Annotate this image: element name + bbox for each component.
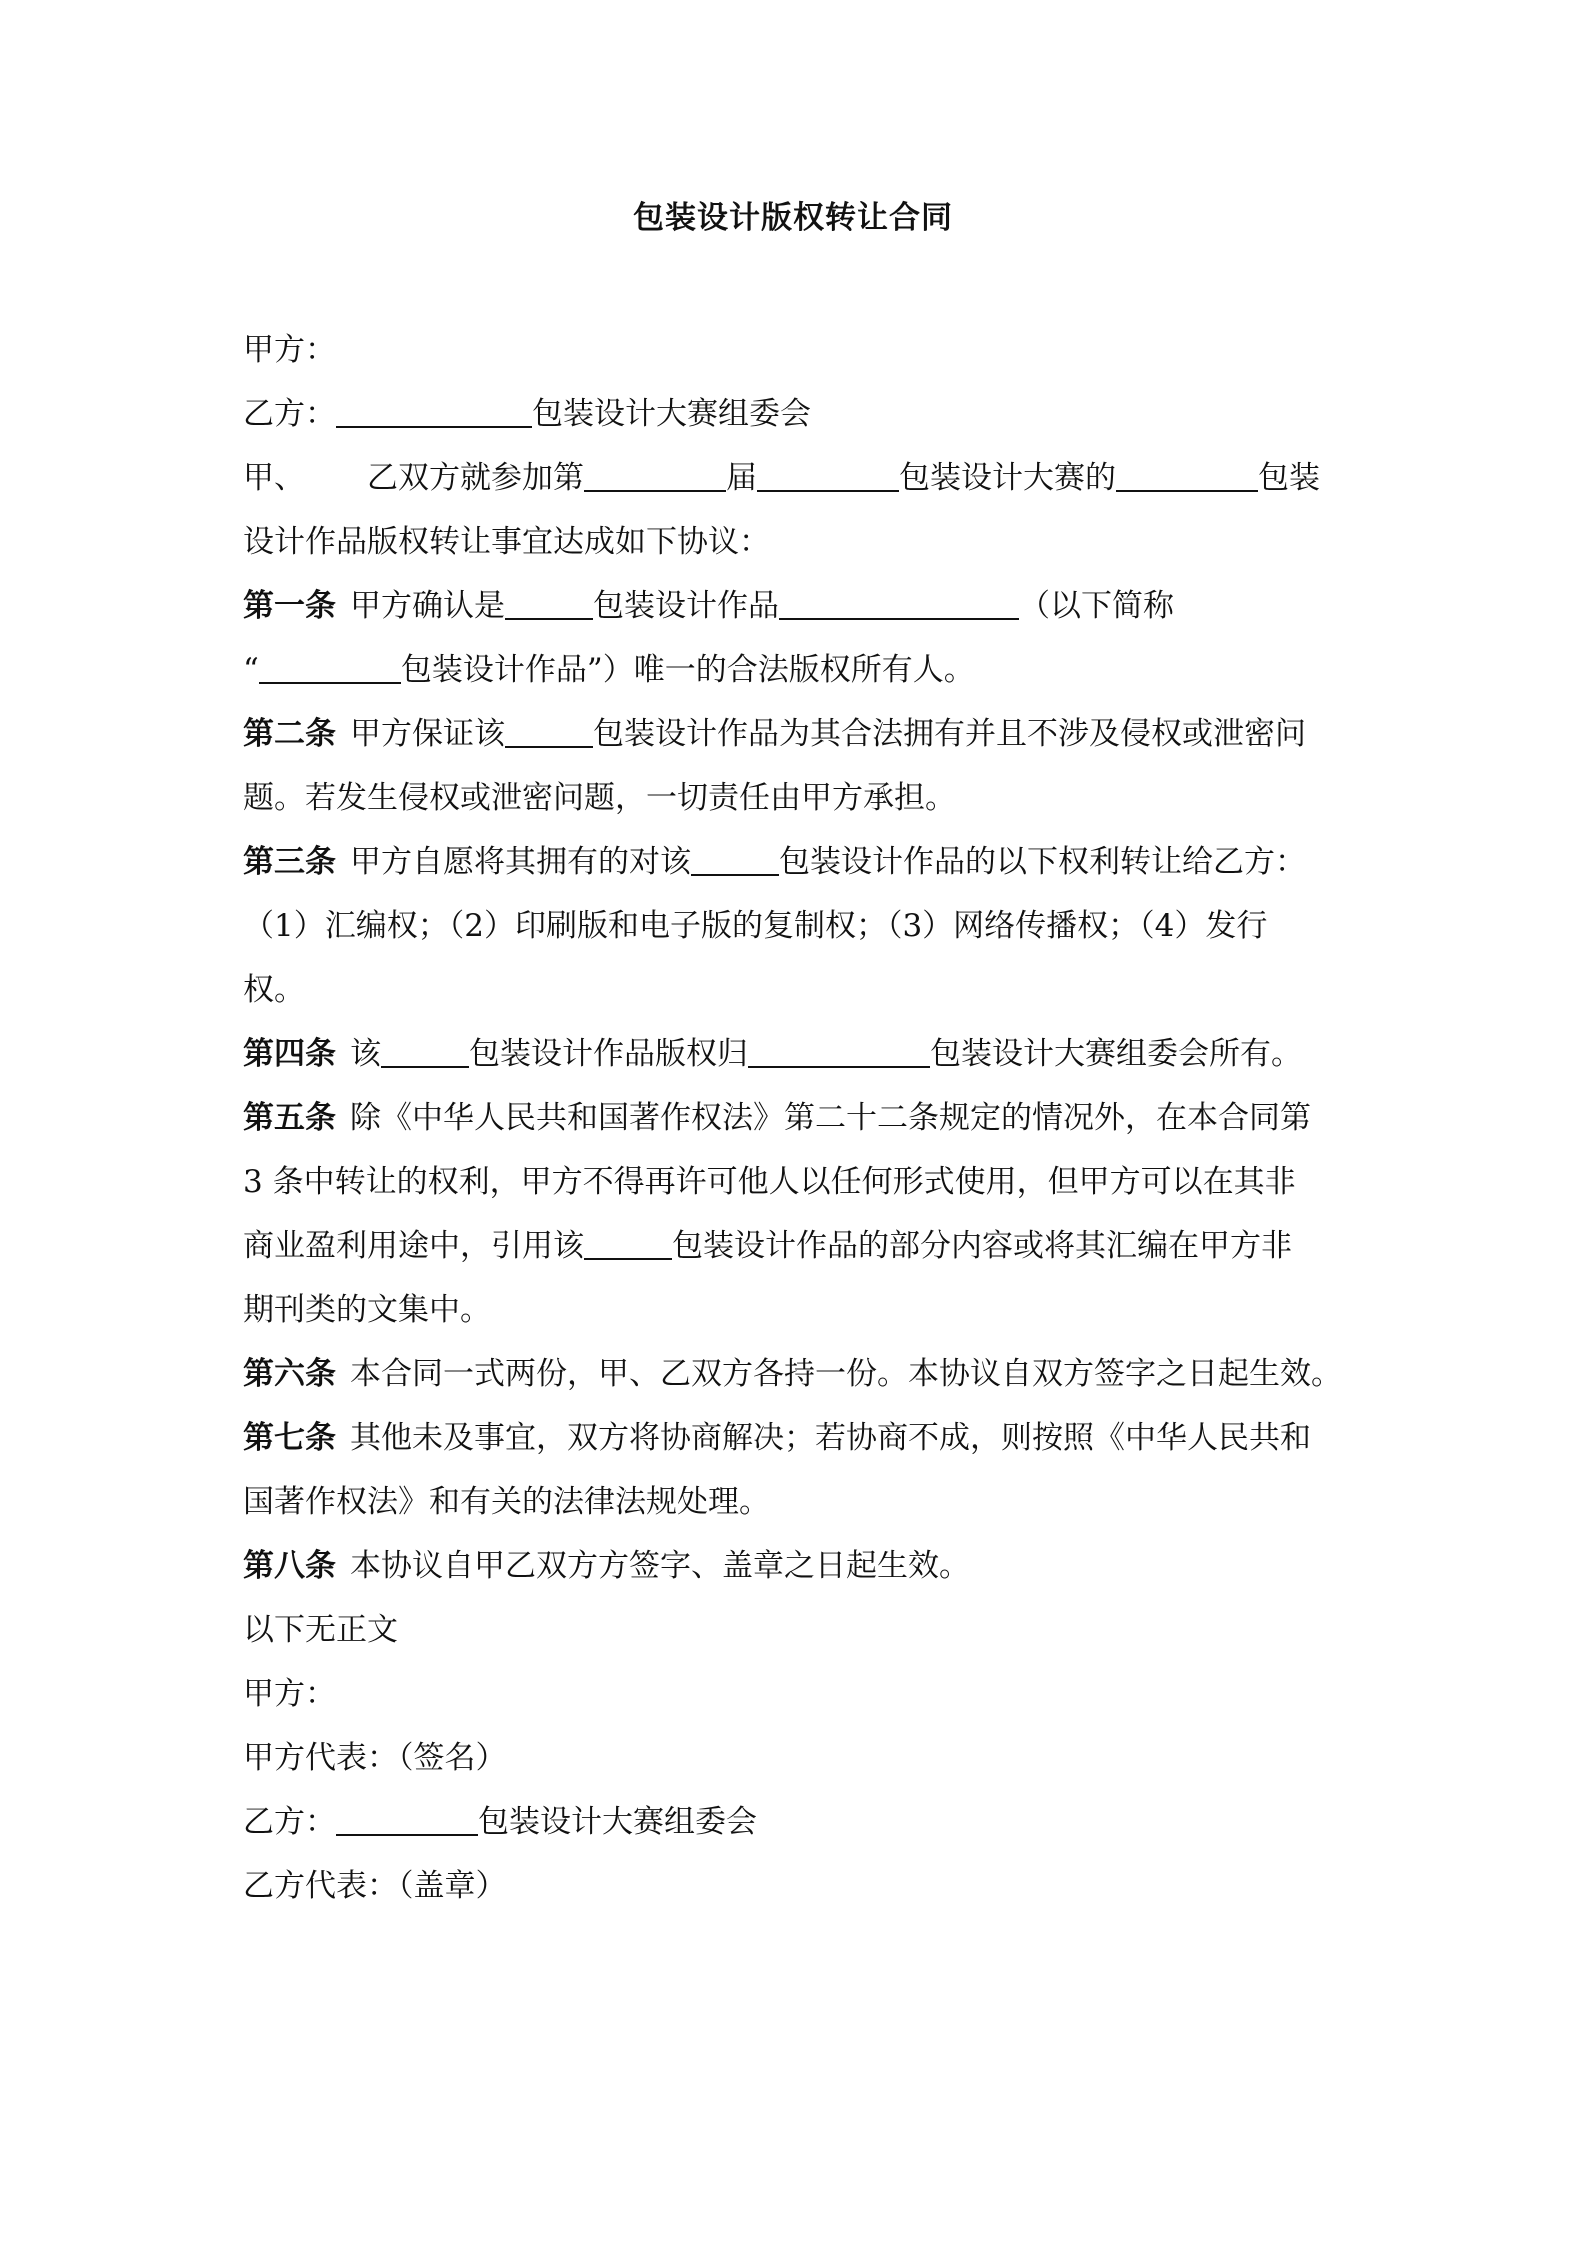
intro-text-a: 甲、 bbox=[243, 460, 305, 496]
party-b-blank bbox=[336, 396, 532, 428]
article-7-heading: 第七条 bbox=[243, 1420, 336, 1456]
signature-party-b-label: 乙方： bbox=[243, 1804, 336, 1840]
signature-party-a-rep bbox=[243, 1726, 1363, 1790]
intro-text-b: 乙双方就参加第 bbox=[367, 460, 584, 496]
article-3-text-b: 包装设计作品的以下权利转让给乙方： bbox=[779, 844, 1306, 880]
article-2-text-b: 包装设计作品为其合法拥有并且不涉及侵权或泄密问 bbox=[593, 716, 1306, 752]
signature-party-b-blank bbox=[336, 1804, 478, 1836]
article-1-text-c: （以下简称 bbox=[1019, 588, 1174, 624]
article-2-line-2 bbox=[243, 766, 1363, 830]
article-5-line-2 bbox=[243, 1150, 1363, 1214]
contest-blank bbox=[757, 460, 899, 492]
article-2-text-c: 题。若发生侵权或泄密问题，一切责任由甲方承担。 bbox=[243, 780, 956, 816]
article-3-text-a: 甲方自愿将其拥有的对该 bbox=[350, 844, 691, 880]
article-3-text-c: （1）汇编权；（2）印刷版和电子版的复制权；（3）网络传播权；（4）发行 bbox=[243, 908, 1268, 944]
signature-party-b-rep bbox=[243, 1854, 1363, 1918]
work-blank bbox=[1116, 460, 1258, 492]
end-of-text-line bbox=[243, 1598, 1363, 1662]
article-5-line-1 bbox=[243, 1086, 1363, 1150]
article-5-text-c: 商业盈利用途中，引用该 bbox=[243, 1228, 584, 1264]
article-8-text-a: 本协议自甲乙双方方签字、盖章之日起生效。 bbox=[350, 1548, 970, 1584]
article-6-heading: 第六条 bbox=[243, 1356, 336, 1392]
article-4-text-b: 包装设计作品版权归 bbox=[469, 1036, 748, 1072]
end-of-text: 以下无正文 bbox=[243, 1612, 398, 1648]
article-1-text-b: 包装设计作品 bbox=[593, 588, 779, 624]
session-blank bbox=[584, 460, 726, 492]
article-1-blank-b bbox=[779, 588, 1019, 620]
intro-text-f: 设计作品版权转让事宜达成如下协议： bbox=[243, 524, 770, 560]
article-4-blank-b bbox=[748, 1036, 930, 1068]
article-5-text-b: 3 条中转让的权利，甲方不得再许可他人以任何形式使用，但甲方可以在其非 bbox=[243, 1164, 1296, 1200]
party-a-line bbox=[243, 318, 1363, 382]
article-5-line-4 bbox=[243, 1278, 1363, 1342]
article-3-line-1 bbox=[243, 830, 1363, 894]
party-b-line bbox=[243, 382, 1363, 446]
article-2-heading: 第二条 bbox=[243, 716, 336, 752]
intro-line-2 bbox=[243, 510, 1363, 574]
article-2-blank bbox=[505, 716, 593, 748]
article-7-line-2 bbox=[243, 1470, 1363, 1534]
article-4-text-c: 包装设计大赛组委会所有。 bbox=[930, 1036, 1302, 1072]
article-2-text-a: 甲方保证该 bbox=[350, 716, 505, 752]
intro-text-c: 届 bbox=[726, 460, 757, 496]
party-b-name: 包装设计大赛组委会 bbox=[532, 396, 811, 432]
article-1-blank-a bbox=[505, 588, 593, 620]
article-3-line-3 bbox=[243, 958, 1363, 1022]
article-3-heading: 第三条 bbox=[243, 844, 336, 880]
article-7-text-a: 其他未及事宜，双方将协商解决；若协商不成，则按照《中华人民共和 bbox=[350, 1420, 1311, 1456]
party-b-label: 乙方： bbox=[243, 396, 336, 432]
article-7-text-b: 国著作权法》和有关的法律法规处理。 bbox=[243, 1484, 770, 1520]
article-1-blank-c bbox=[259, 652, 401, 684]
article-1-line-1 bbox=[243, 574, 1363, 638]
signature-party-a-label: 甲方： bbox=[243, 1676, 336, 1712]
signature-party-b-name: 包装设计大赛组委会 bbox=[478, 1804, 757, 1840]
article-6-line-1 bbox=[243, 1342, 1363, 1406]
article-1-line-2 bbox=[243, 638, 1363, 702]
article-4-heading: 第四条 bbox=[243, 1036, 336, 1072]
article-5-text-d: 包装设计作品的部分内容或将其汇编在甲方非 bbox=[672, 1228, 1292, 1264]
article-4-blank-a bbox=[381, 1036, 469, 1068]
article-7-line-1 bbox=[243, 1406, 1363, 1470]
article-4-text-a: 该 bbox=[350, 1036, 381, 1072]
party-a-label: 甲方： bbox=[243, 332, 336, 368]
article-8-line-1 bbox=[243, 1534, 1363, 1598]
article-5-blank bbox=[584, 1228, 672, 1260]
article-3-blank bbox=[691, 844, 779, 876]
signature-party-a-rep-label: 甲方代表：（签名） bbox=[243, 1740, 507, 1776]
article-1-heading: 第一条 bbox=[243, 588, 336, 624]
article-3-text-d: 权。 bbox=[243, 972, 305, 1008]
intro-text-d: 包装设计大赛的 bbox=[899, 460, 1116, 496]
document-body bbox=[243, 318, 1363, 1918]
article-3-line-2 bbox=[243, 894, 1363, 958]
article-5-heading: 第五条 bbox=[243, 1100, 336, 1136]
article-5-text-e: 期刊类的文集中。 bbox=[243, 1292, 491, 1328]
intro-text-e: 包装 bbox=[1258, 460, 1320, 496]
signature-party-b-rep-label: 乙方代表：（盖章） bbox=[243, 1868, 507, 1904]
article-6-text-a: 本合同一式两份，甲、乙双方各持一份。本协议自双方签字之日起生效。 bbox=[350, 1356, 1342, 1392]
signature-party-a bbox=[243, 1662, 1363, 1726]
article-2-line-1 bbox=[243, 702, 1363, 766]
article-1-text-a: 甲方确认是 bbox=[350, 588, 505, 624]
article-1-text-e: 包装设计作品”）唯一的合法版权所有人。 bbox=[400, 652, 975, 688]
article-5-text-a: 除《中华人民共和国著作权法》第二十二条规定的情况外，在本合同第 bbox=[350, 1100, 1311, 1136]
article-1-text-d: “ bbox=[243, 652, 259, 688]
intro-line-1 bbox=[243, 446, 1363, 510]
document-title: 包装设计版权转让合同 bbox=[633, 200, 953, 236]
article-5-line-3 bbox=[243, 1214, 1363, 1278]
article-8-heading: 第八条 bbox=[243, 1548, 336, 1584]
article-4-line-1 bbox=[243, 1022, 1363, 1086]
signature-party-b bbox=[243, 1790, 1363, 1854]
